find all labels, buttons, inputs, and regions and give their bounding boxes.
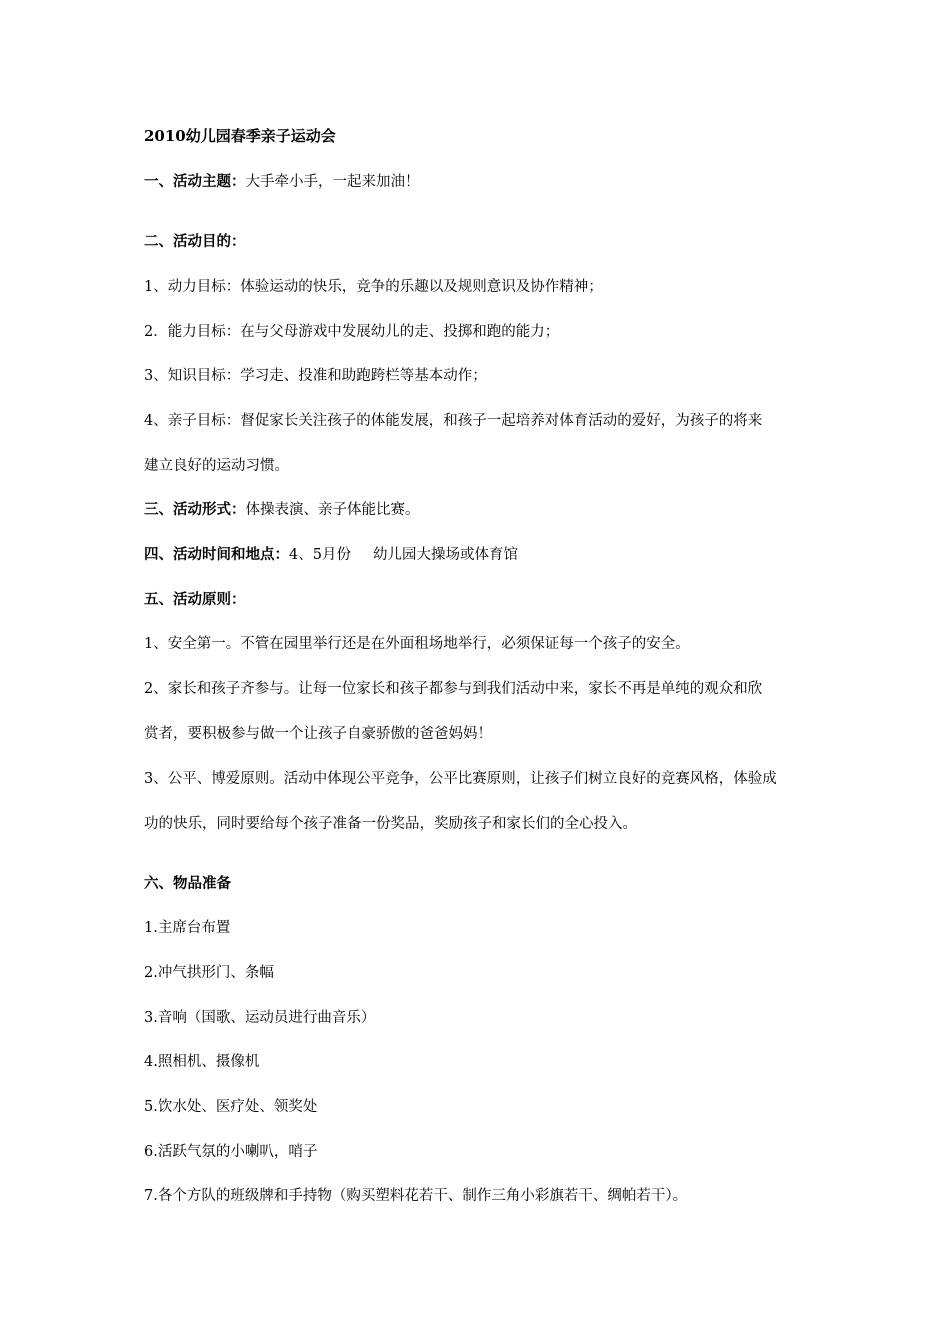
place-text: 幼儿园大操场或体育馆 (372, 547, 518, 563)
theme-line (144, 172, 824, 192)
form-heading: 三、活动形式： (144, 501, 246, 518)
materials-item: 5.饮水处、医疗处、领奖处 (144, 1099, 318, 1115)
document-title: 2010幼儿园春季亲子运动会 (144, 127, 336, 145)
materials-item: 2.冲气拱形门、条幅 (144, 965, 274, 981)
time-place-heading: 四、活动时间和地点： (144, 546, 289, 563)
goals-heading: 二、活动目的： (144, 233, 246, 250)
form-line (144, 500, 824, 520)
goals-item: 1、动力目标：体验运动的快乐，竞争的乐趣以及规则意识及协作精神； (144, 279, 603, 295)
principles-item: 3、公平、博爱原则。活动中体现公平竞争，公平比赛原则，让孩子们树立良好的竞赛风格，体验成 (144, 771, 777, 787)
materials-item: 6.活跃气氛的小喇叭，哨子 (144, 1144, 318, 1160)
goals-item: 4、亲子目标：督促家长关注孩子的体能发展，和孩子一起培养对体育活动的爱好，为孩子的将来 (144, 413, 763, 429)
theme-heading: 一、活动主题： (144, 173, 246, 190)
goals-item: 建立良好的运动习惯。 (144, 458, 289, 474)
principles-item: 2、家长和孩子齐参与。让每一位家长和孩子都参与到我们活动中来，家长不再是单纯的观众和欣 (144, 681, 763, 697)
principles-item: 1、安全第一。不管在园里举行还是在外面租场地举行，必须保证每一个孩子的安全。 (144, 636, 690, 652)
materials-heading: 六、物品准备 (144, 875, 231, 892)
goals-item: 3、知识目标：学习走、投准和助跑跨栏等基本动作； (144, 368, 487, 384)
materials-item: 3.音响（国歌、运动员进行曲音乐） (144, 1010, 376, 1026)
materials-item: 4.照相机、摄像机 (144, 1054, 260, 1070)
principles-item: 赏者，要积极参与做一个让孩子自豪骄傲的爸爸妈妈！ (144, 726, 492, 742)
time-text: 4、5月份 (289, 547, 351, 563)
principles-heading: 五、活动原则： (144, 591, 246, 608)
goals-item: 2．能力目标：在与父母游戏中发展幼儿的走、投掷和跑的能力； (144, 324, 560, 340)
materials-item: 1.主席台布置 (144, 920, 231, 936)
form-text: 体操表演、亲子体能比赛。 (245, 502, 420, 518)
materials-item: 7.各个方队的班级牌和手持物（购买塑料花若干、制作三角小彩旗若干、绸帕若干）。 (144, 1188, 688, 1204)
principles-item: 功的快乐，同时要给每个孩子准备一份奖品，奖励孩子和家长们的全心投入。 (144, 816, 637, 832)
time-place-line (144, 545, 824, 565)
theme-text: 大手牵小手，一起来加油！ (245, 174, 420, 190)
